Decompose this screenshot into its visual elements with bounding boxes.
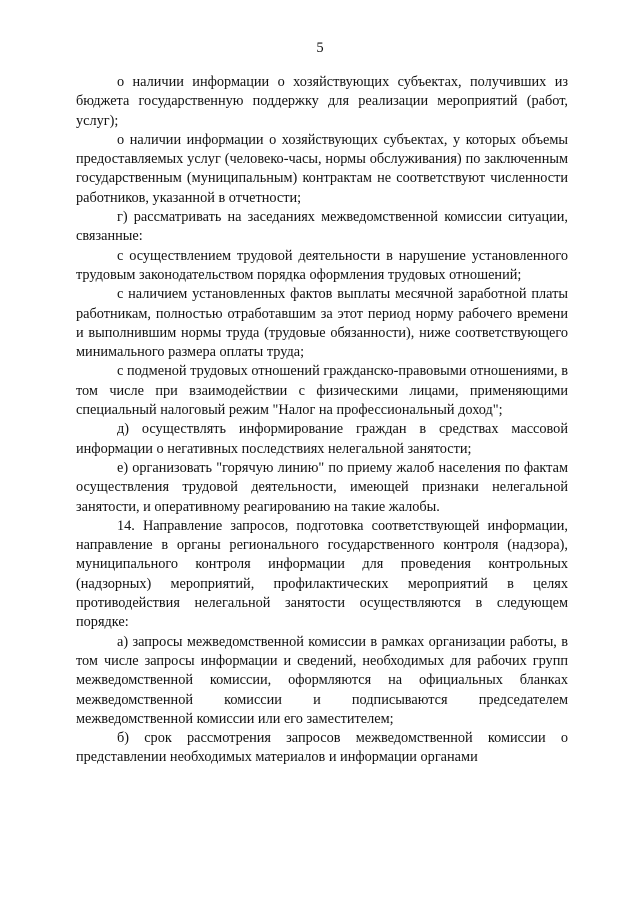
page-number: 5 <box>316 40 324 56</box>
paragraph: б) срок рассмотрения запросов межведомственной комиссии о представлении необходимых материалов и информации органами <box>76 730 568 766</box>
paragraph: а) запросы межведомственной комиссии в рамках организации работы, в том числе запросы информации и сведений, необходимых для рабочих групп межведомственной комиссии, оформляются на официальных бланках межведомственной комиссии и подписываются председателем межведомственной комиссии или его заместителем; <box>76 633 568 727</box>
paragraph: д) осуществлять информирование граждан в средствах массовой информации о негативных последствиях нелегальной занятости; <box>76 421 568 457</box>
paragraph: г) рассматривать на заседаниях межведомственной комиссии ситуации, связанные: <box>76 209 568 245</box>
paragraph: с подменой трудовых отношений гражданско-правовыми отношениями, в том числе при взаимодействии с физическими лицами, применяющими специальный налоговый режим "Налог на профессиональный доход"; <box>76 363 568 419</box>
document-body <box>76 73 568 768</box>
paragraph: о наличии информации о хозяйствующих субъектах, получивших из бюджета государственную поддержку для реализации мероприятий (работ, услуг); <box>76 74 568 129</box>
paragraph: 14. Направление запросов, подготовка соответствующей информации, направление в органы регионального государственного контроля (надзора), муниципального контроля информации для проведения контрольных (надзорных) мероприятий, профилактических мероприятий в целях противодействия нелегальной занятости осуществляются в следующем порядке: <box>76 517 568 631</box>
paragraph: с осуществлением трудовой деятельности в нарушение установленного трудовым законодательством порядка оформления трудовых отношений; <box>76 247 568 283</box>
paragraph: о наличии информации о хозяйствующих субъектах, у которых объемы предоставляемых услуг (человеко-часы, нормы обслуживания) по заключенным государственным (муниципальным) контрактам не соответствуют численности работников, указанной в отчетности; <box>76 131 568 206</box>
paragraph: е) организовать "горячую линию" по приему жалоб населения по фактам осуществления трудовой деятельности, имеющей признаки нелегальной занятости, и оперативному реагированию на такие жалобы. <box>76 459 568 515</box>
paragraph: с наличием установленных фактов выплаты месячной заработной платы работникам, полностью отработавшим за этот период норму рабочего времени и выполнившим нормы труда (трудовые обязанности), ниже соответствующего минимального размера оплаты труда; <box>76 286 568 361</box>
